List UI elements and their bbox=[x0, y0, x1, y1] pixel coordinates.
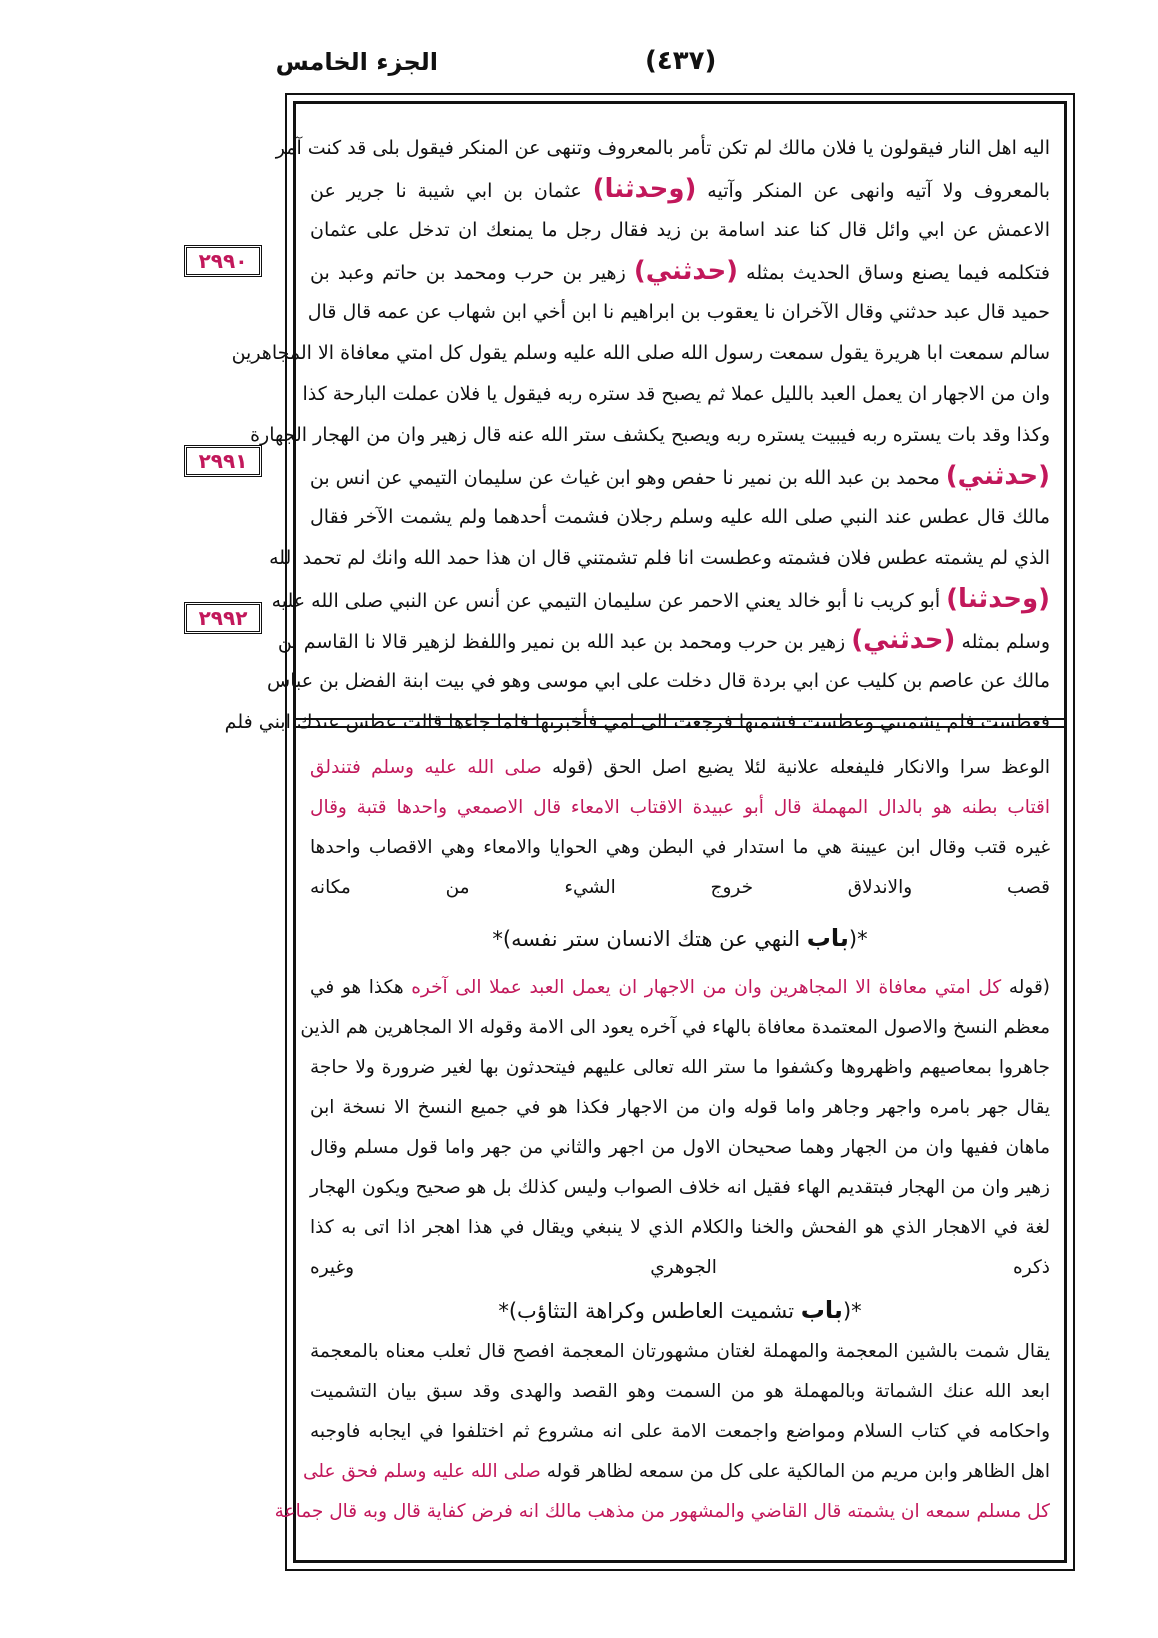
text-segment: جاهروا بمعاصيهم واظهروها وكشفوا ما ستر الله تعالى عليهم فيتحدثون بها لغير ضرورة ولا حاجة bbox=[310, 1057, 1050, 1078]
text-line bbox=[269, 538, 1050, 579]
hadith-text bbox=[224, 128, 1050, 743]
heading-2-title: تشميت العاطس وكراهة التثاؤب)* bbox=[498, 1299, 801, 1323]
text-line bbox=[310, 788, 1050, 828]
text-line bbox=[310, 210, 1050, 251]
text-segment: اليه اهل النار فيقولون يا فلان مالك لم تكن تأمر بالمعروف وتنهى عن المنكر فيقول بلى قد كنت آمر bbox=[275, 137, 1050, 159]
quoted-matn: كل مسلم سمعه ان يشمته bbox=[847, 1501, 1050, 1522]
text-segment: الوعظ سرا والانكار فليفعله علانية لئلا يضيع اصل الحق (قوله bbox=[541, 757, 1051, 778]
text-segment: مالك عن عاصم بن كليب عن ابي بردة قال دخلت على ابي موسى وهو في بيت ابنة الفضل بن عباس bbox=[267, 670, 1050, 692]
text-line bbox=[250, 415, 1050, 456]
heading-2-open: *( bbox=[842, 1299, 862, 1323]
text-segment: هكذا هو في bbox=[310, 977, 412, 998]
text-line bbox=[310, 1372, 1050, 1412]
narration-keyword: (وحدثنا) bbox=[946, 584, 1050, 614]
text-line bbox=[302, 374, 1050, 415]
text-segment: غيره قتب وقال ابن عيينة هي ما استدار في البطن وهي الحوايا والامعاء وهي الاقصاب واحدها bbox=[310, 837, 1050, 858]
text-segment: واحكامه في كتاب السلام ومواضع واجمعت الامة على انه مشروع ثم اختلفوا في ايجابه فاوجبه bbox=[310, 1421, 1050, 1442]
text-segment: زهير وان من الهجار فبتقديم الهاء فقيل انه خلاف الصواب وليس كذلك بل هو صحيح ويكون الهجار bbox=[310, 1177, 1050, 1198]
text-segment: يقال جهر بامره واجهر وجاهر واما قوله وان من الاجهار فكذا هو في جميع النسخ الا نسخة ابن bbox=[310, 1097, 1050, 1118]
text-line bbox=[310, 456, 1050, 497]
text-segment: اهل الظاهر وابن مريم من المالكية على كل من سمعه لظاهر قوله bbox=[540, 1461, 1050, 1482]
chapter-heading-1 bbox=[310, 908, 1050, 968]
text-segment: فعطست فلم يشمتني وعطست فشمتها فرجعت الى امي فأخبرتها فلما جاءها قالت عطس عندك ابني فلم bbox=[224, 711, 1050, 733]
text-line bbox=[310, 1168, 1050, 1208]
text-segment: يقال شمت بالشين المعجمة والمهملة لغتان مشهورتان المعجمة افصح قال ثعلب معناه بالمعجمة bbox=[310, 1341, 1050, 1362]
text-line bbox=[310, 497, 1050, 538]
text-line bbox=[224, 702, 1050, 743]
text-segment: وكذا وقد بات يستره ربه فيبيت يستره ربه ويصبح يكشف ستر الله عنه قال زهير وان من الهجار الجهارة bbox=[250, 424, 1050, 446]
hadith-number-2991: ٢٩٩١ bbox=[184, 445, 262, 477]
quoted-matn: صلى الله عليه وسلم فحق على bbox=[303, 1461, 541, 1482]
text-line bbox=[310, 828, 1050, 868]
text-line bbox=[310, 1088, 1050, 1128]
commentary-part-a bbox=[310, 748, 1050, 908]
text-segment: مالك قال عطس عند النبي صلى الله عليه وسلم رجلان فشمت أحدهما ولم يشمت الآخر فقال bbox=[310, 506, 1050, 528]
text-segment: فتكلمه فيما يصنع وساق الحديث بمثله bbox=[738, 262, 1050, 284]
text-line bbox=[310, 251, 1050, 292]
text-segment: محمد بن عبد الله بن نمير نا حفص وهو ابن غياث عن سليمان التيمي عن انس بن bbox=[309, 467, 946, 489]
text-line bbox=[310, 1412, 1050, 1452]
text-line bbox=[310, 1208, 1050, 1248]
text-line bbox=[310, 748, 1050, 788]
page-header bbox=[0, 40, 1158, 90]
quoted-matn: كل امتي معافاة الا المجاهرين وان من الاجهار ان يعمل العبد عملا الى آخره bbox=[411, 977, 1002, 998]
volume-title: الجزء الخامس bbox=[275, 48, 438, 76]
heading-1-title: النهي عن هتك الانسان ستر نفسه)* bbox=[492, 927, 807, 951]
text-segment: وسلم بمثله bbox=[955, 631, 1050, 653]
text-segment: الذي لم يشمته عطس فلان فشمته وعطست انا فلم تشمتني قال ان هذا حمد الله وانك لم تحمد الله bbox=[269, 547, 1050, 569]
text-line bbox=[310, 169, 1050, 210]
text-line bbox=[307, 292, 1050, 333]
text-line bbox=[303, 1452, 1050, 1492]
heading-1-bab: باب bbox=[806, 924, 849, 952]
heading-2-bab: باب bbox=[800, 1296, 843, 1324]
text-line bbox=[310, 868, 1050, 908]
text-segment: لغة في الاهجار الذي هو الفحش والخنا والكلام الذي لا ينبغي ويقال في هذا اهجر اذا اتى به كذا bbox=[310, 1217, 1050, 1238]
text-segment: عثمان بن ابي شيبة نا جرير عن bbox=[310, 180, 593, 202]
text-segment: بالمعروف ولا آتيه وانهى عن المنكر وآتيه bbox=[696, 180, 1050, 202]
commentary bbox=[274, 748, 1051, 1532]
text-segment: ذكره الجوهري وغيره bbox=[310, 1257, 1050, 1278]
text-line bbox=[275, 128, 1050, 169]
text-segment: أبو كريب نا أبو خالد يعني الاحمر عن سليمان التيمي عن أنس عن النبي صلى الله عليه bbox=[271, 590, 947, 612]
text-segment: حميد قال عبد حدثني وقال الآخران نا يعقوب بن ابراهيم نا ابن أخي ابن شهاب عن عمه قال قال bbox=[307, 301, 1050, 323]
text-line bbox=[310, 968, 1050, 1008]
text-segment: وان من الاجهار ان يعمل العبد بالليل عملا ثم يصبح قد ستره ربه فيقول يا فلان عملت البارحة كذا bbox=[302, 383, 1050, 405]
text-line bbox=[300, 1008, 1050, 1048]
quoted-matn: صلى الله عليه وسلم فتندلق bbox=[310, 757, 542, 778]
text-segment: زهير بن حرب ومحمد بن حاتم وعبد بن bbox=[310, 262, 634, 284]
quoted-matn: هو بالدال المهملة قال أبو عبيدة الاقتاب الامعاء قال الاصمعي واحدها قتبة وقال bbox=[310, 797, 962, 818]
text-line bbox=[267, 661, 1050, 702]
page-number: (٤٣٧) bbox=[645, 46, 717, 76]
text-segment: ابعد الله عنك الشماتة وبالمهملة هو من السمت وهو القصد والهدى وقد سبق بيان التشميت bbox=[310, 1381, 1050, 1402]
text-segment: ماهان ففيها وان من الجهار وهما صحيحان الاول من اجهر والثاني من جهر واما قول مسلم وقال bbox=[310, 1137, 1050, 1158]
chapter-heading-2 bbox=[310, 1288, 1050, 1332]
text-line bbox=[310, 1128, 1050, 1168]
hadith-number-2990: ٢٩٩٠ bbox=[184, 245, 262, 277]
hadith-number-2992: ٢٩٩٢ bbox=[184, 602, 262, 634]
text-segment: قصب والاندلاق خروج الشيء من مكانه bbox=[310, 877, 1050, 898]
text-segment: (قوله bbox=[1001, 977, 1051, 998]
quoted-matn: قال القاضي والمشهور من مذهب مالك انه فرض كفاية قال وبه قال جماعة bbox=[274, 1501, 848, 1522]
narration-keyword: (حدثني) bbox=[633, 256, 739, 286]
text-line bbox=[271, 579, 1050, 620]
text-line bbox=[310, 1248, 1050, 1288]
text-line bbox=[277, 620, 1050, 661]
text-line bbox=[310, 1048, 1050, 1088]
heading-1-open: *( bbox=[848, 927, 868, 951]
narration-keyword: (وحدثنا) bbox=[592, 174, 697, 204]
text-segment: معظم النسخ والاصول المعتمدة معافاة بالهاء في آخره يعود الى الامة وقوله الا المجاهرين هم الذين bbox=[300, 1017, 1050, 1038]
text-line bbox=[274, 1492, 1050, 1532]
commentary-part-c bbox=[274, 1332, 1050, 1532]
quoted-matn: اقتاب بطنه bbox=[961, 797, 1051, 818]
commentary-part-b bbox=[300, 968, 1051, 1288]
text-segment: الاعمش عن ابي وائل قال كنا عند اسامة بن زيد فقال رجل ما يمنعك ان تدخل على عثمان bbox=[310, 219, 1050, 241]
text-segment: زهير بن حرب ومحمد بن عبد الله بن نمير واللفظ لزهير قالا نا القاسم بن bbox=[277, 631, 852, 653]
narration-keyword: (حدثني) bbox=[851, 625, 956, 655]
narration-keyword: (حدثني) bbox=[945, 461, 1050, 491]
text-line bbox=[231, 333, 1050, 374]
text-line bbox=[310, 1332, 1050, 1372]
text-segment: سالم سمعت ابا هريرة يقول سمعت رسول الله صلى الله عليه وسلم يقول كل امتي معافاة الا المجاهرين bbox=[231, 342, 1050, 364]
